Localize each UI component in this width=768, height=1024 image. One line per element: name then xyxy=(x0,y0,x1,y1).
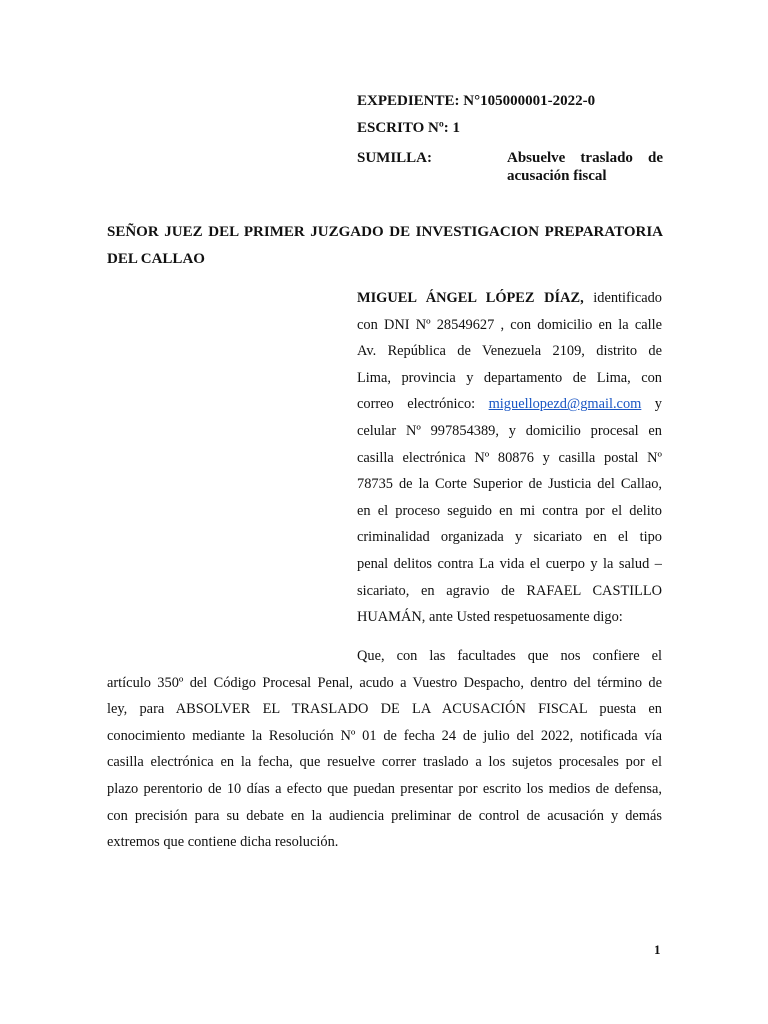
intro-line: correo electrónico: miguellopezd@gmail.com y xyxy=(357,396,662,413)
addressee-line-2: DEL CALLAO xyxy=(107,251,205,267)
sumilla-line-1: Absuelve traslado de xyxy=(507,150,663,166)
intro-line: sicariato, en agravio de RAFAEL CASTILLO xyxy=(357,582,662,599)
intro-line: MIGUEL ÁNGEL LÓPEZ DÍAZ, identificado xyxy=(357,290,662,306)
case-header xyxy=(357,89,663,185)
paragraph-line: Que, con las facultades que nos confiere el xyxy=(357,648,662,664)
intro-line: celular Nº 997854389, y domicilio procesal en xyxy=(357,422,662,439)
intro-block xyxy=(357,285,662,631)
intro-line: HUAMÁN, ante Usted respetuosamente digo: xyxy=(357,609,623,626)
body-paragraph xyxy=(107,643,662,856)
paragraph-line: ley, para ABSOLVER EL TRASLADO DE LA ACUSACIÓN FISCAL puesta en xyxy=(107,701,662,718)
expediente-number: EXPEDIENTE: N°105000001-2022-0 xyxy=(357,93,596,109)
paragraph-line: casilla electrónica en la fecha, que resuelve correr traslado a los sujetos procesales por el xyxy=(107,754,662,771)
intro-line: 78735 de la Corte Superior de Justicia del Callao, xyxy=(357,476,662,493)
intro-line: casilla electrónica Nº 80876 y casilla postal Nº xyxy=(357,449,662,466)
intro-line: penal delitos contra La vida el cuerpo y la salud – xyxy=(357,555,662,572)
intro-line: Av. República de Venezuela 2109, distrito de xyxy=(357,343,662,360)
sumilla-text xyxy=(507,149,663,185)
petitioner-name: MIGUEL ÁNGEL LÓPEZ DÍAZ, xyxy=(357,290,584,306)
page-number: 1 xyxy=(654,942,661,957)
email-link[interactable]: miguellopezd@gmail.com xyxy=(488,396,642,413)
intro-line: con DNI Nº 28549627 , con domicilio en la calle xyxy=(357,316,662,333)
escrito-number: ESCRITO Nº: 1 xyxy=(357,120,461,136)
addressee xyxy=(107,219,663,273)
intro-line: Lima, provincia y departamento de Lima, con xyxy=(357,369,662,386)
addressee-line-1: SEÑOR JUEZ DEL PRIMER JUZGADO DE INVESTIGACION PREPARATORIA xyxy=(107,224,663,240)
intro-line: en el proceso seguido en mi contra por el delito xyxy=(357,502,662,519)
paragraph-line: artículo 350º del Código Procesal Penal, acudo a Vuestro Despacho, dentro del término de xyxy=(107,674,662,691)
paragraph-line: extremos que contiene dicha resolución. xyxy=(107,834,339,851)
paragraph-line: conocimiento mediante la Resolución Nº 01 de fecha 24 de julio del 2022, notificada vía xyxy=(107,727,662,744)
intro-line: criminalidad organizada y sicariato en el tipo xyxy=(357,529,662,546)
sumilla-label: SUMILLA: xyxy=(357,150,433,166)
sumilla-line-2: acusación fiscal xyxy=(507,168,607,184)
paragraph-line: con precisión para su debate en la audiencia preliminar de control de acusación y demás xyxy=(107,807,662,824)
sumilla xyxy=(357,149,663,185)
paragraph-line: plazo perentorio de 10 días a efecto que puedan presentar por escrito los medios de defensa, xyxy=(107,780,662,797)
